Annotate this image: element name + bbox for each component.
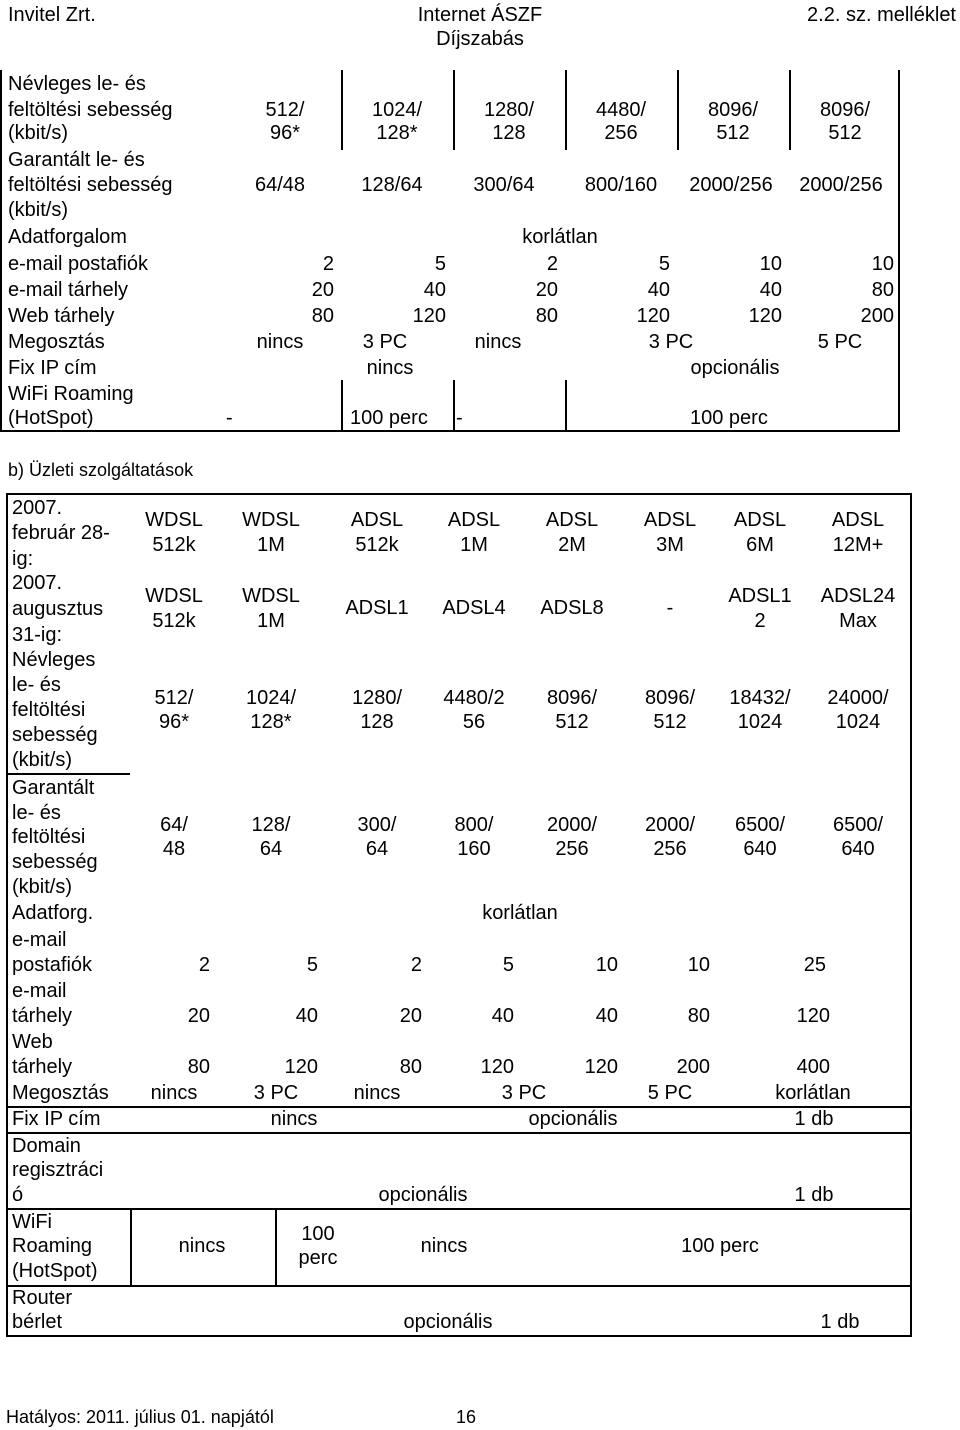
speed-value-b: 1024	[835, 711, 881, 733]
webstore-value-b: 120	[480, 1056, 514, 1078]
guaranteed-label-a: (kbit/s)	[8, 199, 68, 221]
speed-value-a: 512/	[265, 99, 305, 121]
mailstore-value-b: 40	[295, 1005, 318, 1027]
table-b-col-divider	[130, 1208, 132, 1285]
fixip-value-a: nincs	[366, 357, 414, 379]
share-value-b: nincs	[353, 1082, 401, 1104]
webstore-label-b: tárhely	[12, 1056, 73, 1078]
share-value-b: 3 PC	[501, 1082, 547, 1104]
webstore-value-b: 80	[399, 1056, 422, 1078]
company-name: Invitel Zrt.	[8, 4, 96, 26]
fixip-value-b: nincs	[270, 1108, 318, 1130]
mailbox-label-b: e-mail	[12, 929, 67, 951]
wifi-value-a: 100 perc	[690, 407, 768, 429]
wifi-value-b: 100	[301, 1223, 335, 1245]
wifi-value-b: nincs	[178, 1235, 226, 1257]
traffic-value-b: korlátlan	[482, 902, 558, 924]
guaranteed-value-b: 48	[162, 838, 186, 860]
share-value-b: 5 PC	[647, 1082, 693, 1104]
table-a-divider	[453, 70, 455, 150]
mailbox-value-b: 5	[306, 954, 318, 976]
guaranteed-label-a: feltöltési sebesség	[8, 174, 173, 196]
guaranteed-value-b: 6500/	[832, 814, 884, 836]
share-value-a: nincs	[256, 331, 304, 353]
webstore-value-b: 120	[584, 1056, 618, 1078]
guaranteed-value-a: 128/64	[361, 174, 423, 196]
share-label-a: Megosztás	[8, 331, 105, 353]
guaranteed-value-a: 64/48	[254, 174, 306, 196]
mailbox-value-b: 5	[502, 954, 514, 976]
speed-label-b: sebesség	[12, 724, 98, 746]
mailstore-value-b: 20	[399, 1005, 422, 1027]
domain-value: opcionális	[378, 1184, 468, 1206]
table-a-divider	[453, 380, 455, 432]
mailbox-value-b: 2	[198, 954, 210, 976]
speed-value-b: 1024/	[245, 687, 297, 709]
mailbox-value-a: 10	[871, 253, 894, 275]
feb-value: ADSL	[545, 509, 599, 531]
speed-value-b: 128	[360, 711, 394, 733]
aug-value: 2	[754, 610, 766, 632]
router-value: 1 db	[820, 1311, 860, 1333]
mailstore-value-b: 120	[796, 1005, 830, 1027]
speed-value-a: 1280/	[483, 99, 535, 121]
wifi-value-b: nincs	[420, 1235, 468, 1257]
mailstore-value-b: 80	[687, 1005, 710, 1027]
fixip-value-a: opcionális	[690, 357, 780, 379]
mailbox-label-a: e-mail postafiók	[8, 253, 149, 275]
feb-value: 1M	[257, 534, 285, 556]
aug-value: 512k	[152, 610, 196, 632]
guaranteed-value-a: 2000/256	[689, 174, 773, 196]
mailbox-value-b: 25	[803, 954, 826, 976]
mailbox-value-a: 5	[658, 253, 670, 275]
guaranteed-value-a: 2000/256	[799, 174, 883, 196]
domain-label: Domain	[12, 1135, 81, 1157]
table-a-divider	[565, 70, 567, 150]
table-b-label-divider	[6, 773, 130, 775]
speed-value-a: 8096/	[819, 99, 871, 121]
table-a-border-right	[898, 70, 900, 432]
feb-label: 2007.	[12, 497, 63, 519]
webstore-label-a: Web tárhely	[8, 305, 115, 327]
share-value-a: 5 PC	[817, 331, 863, 353]
table-b-row-divider	[6, 1132, 912, 1134]
webstore-value-b: 200	[676, 1056, 710, 1078]
router-label: bérlet	[12, 1311, 63, 1333]
speed-value-b: 512/	[154, 687, 194, 709]
speed-label-a: Névleges le- és	[8, 73, 146, 95]
speed-value-b: 1024	[737, 711, 783, 733]
table-a-divider	[565, 380, 567, 432]
share-value-b: 3 PC	[253, 1082, 299, 1104]
share-value-a: 3 PC	[648, 331, 694, 353]
mailbox-value-a: 2	[546, 253, 558, 275]
mailbox-value-b: 10	[687, 954, 710, 976]
wifi-value-a: -	[226, 407, 233, 429]
guaranteed-value-b: 6500/	[734, 814, 786, 836]
speed-label-a: feltöltési sebesség	[8, 99, 173, 121]
feb-value: ADSL	[733, 509, 787, 531]
speed-value-a: 512	[828, 122, 862, 144]
mailbox-label-b: postafiók	[12, 954, 93, 976]
speed-value-b: 1280/	[351, 687, 403, 709]
feb-value: 512k	[152, 534, 196, 556]
share-label-b: Megosztás	[12, 1082, 109, 1104]
speed-value-b: 8096/	[644, 687, 696, 709]
aug-value: WDSL	[145, 585, 203, 607]
speed-value-b: 18432/	[729, 687, 791, 709]
router-value: opcionális	[403, 1311, 493, 1333]
guaranteed-label-b: Garantált	[12, 777, 95, 799]
mailstore-value-a: 40	[759, 279, 782, 301]
mailstore-value-b: 40	[491, 1005, 514, 1027]
wifi-label-a: WiFi Roaming	[8, 383, 134, 405]
speed-value-a: 1024/	[371, 99, 423, 121]
annex-label: 2.2. sz. melléklet	[807, 4, 956, 26]
speed-value-b: 128*	[250, 711, 292, 733]
aug-value: -	[666, 597, 674, 619]
speed-label-b: feltöltési	[12, 699, 86, 721]
speed-value-b: 4480/2	[443, 687, 505, 709]
speed-value-b: 24000/	[827, 687, 889, 709]
fixip-label-b: Fix IP cím	[12, 1108, 101, 1130]
speed-label-a: (kbit/s)	[8, 122, 68, 144]
guaranteed-value-b: 128/	[251, 814, 291, 836]
mailbox-value-a: 5	[434, 253, 446, 275]
guaranteed-value-b: 300/	[357, 814, 397, 836]
section-b-title: b) Üzleti szolgáltatások	[8, 460, 194, 480]
aug-value: Max	[839, 610, 877, 632]
speed-value-b: 512	[555, 711, 589, 733]
traffic-label-a: Adatforgalom	[8, 226, 127, 248]
share-value-a: nincs	[474, 331, 522, 353]
wifi-value-a: 100 perc	[350, 407, 428, 429]
wifi-label-b: (HotSpot)	[12, 1260, 98, 1282]
effective-date: Hatályos: 2011. július 01. napjától	[6, 1407, 274, 1427]
mailstore-value-b: 40	[595, 1005, 618, 1027]
aug-label: 2007.	[12, 572, 63, 594]
share-value-b: korlátlan	[775, 1082, 851, 1104]
aug-label: augusztus	[12, 598, 104, 620]
mailbox-value-a: 10	[759, 253, 782, 275]
domain-value: 1 db	[794, 1184, 834, 1206]
guaranteed-label-b: le- és	[12, 802, 61, 824]
speed-value-a: 512	[716, 122, 750, 144]
guaranteed-value-b: 64	[365, 838, 389, 860]
speed-value-a: 128	[492, 122, 526, 144]
feb-value: WDSL	[145, 509, 203, 531]
feb-value: 1M	[460, 534, 488, 556]
guaranteed-value-a: 300/64	[473, 174, 535, 196]
guaranteed-label-b: feltöltési	[12, 826, 86, 848]
feb-value: ADSL	[350, 509, 404, 531]
guaranteed-value-b: 64	[259, 838, 283, 860]
traffic-label-b: Adatforg.	[12, 902, 94, 924]
wifi-value-a: -	[456, 407, 463, 429]
mailstore-value-a: 80	[871, 279, 894, 301]
feb-value: 6M	[746, 534, 774, 556]
fixip-value-b: 1 db	[794, 1108, 834, 1130]
mailstore-value-a: 20	[311, 279, 334, 301]
speed-value-b: 512	[653, 711, 687, 733]
wifi-label-b: Roaming	[12, 1235, 93, 1257]
mailstore-label-a: e-mail tárhely	[8, 279, 129, 301]
fixip-label-a: Fix IP cím	[8, 357, 97, 379]
doc-subtitle: Díjszabás	[436, 28, 524, 50]
guaranteed-value-b: 160	[457, 838, 491, 860]
speed-value-b: 8096/	[546, 687, 598, 709]
feb-value: ADSL	[643, 509, 697, 531]
speed-value-a: 8096/	[707, 99, 759, 121]
wifi-value-b: 100 perc	[681, 1235, 759, 1257]
fixip-value-b: opcionális	[528, 1108, 618, 1130]
wifi-label-b: WiFi	[12, 1211, 52, 1233]
table-a-divider	[677, 70, 679, 150]
wifi-label-a: (HotSpot)	[8, 407, 94, 429]
aug-value: 1M	[257, 610, 285, 632]
guaranteed-label-b: sebesség	[12, 851, 98, 873]
feb-value: ADSL	[831, 509, 885, 531]
aug-label: 31-ig:	[12, 624, 63, 646]
guaranteed-value-b: 256	[653, 838, 687, 860]
share-value-b: nincs	[150, 1082, 198, 1104]
table-a-divider	[789, 70, 791, 150]
mailbox-value-b: 2	[410, 954, 422, 976]
mailstore-label-b: tárhely	[12, 1005, 73, 1027]
speed-label-b: Névleges	[12, 649, 96, 671]
guaranteed-value-b: 640	[743, 838, 777, 860]
aug-value: ADSL8	[540, 597, 604, 619]
table-b-border-top	[6, 493, 912, 495]
mailstore-label-b: e-mail	[12, 980, 67, 1002]
webstore-value-b: 80	[187, 1056, 210, 1078]
table-a-divider	[341, 70, 343, 150]
aug-value: ADSL1	[345, 597, 409, 619]
speed-value-a: 96*	[269, 122, 301, 144]
guaranteed-label-b: (kbit/s)	[12, 876, 72, 898]
share-value-a: 3 PC	[362, 331, 408, 353]
feb-value: WDSL	[242, 509, 300, 531]
router-label: Router	[12, 1287, 73, 1309]
table-b-border-bottom	[6, 1335, 912, 1337]
aug-value: ADSL24	[820, 585, 896, 607]
wifi-value-b: perc	[298, 1247, 338, 1269]
table-b-row-divider	[6, 1285, 912, 1287]
feb-label: ig:	[12, 548, 34, 570]
speed-value-b: 96*	[158, 711, 190, 733]
webstore-value-a: 120	[412, 305, 446, 327]
feb-value: 12M+	[832, 534, 884, 556]
guaranteed-value-b: 2000/	[644, 814, 696, 836]
speed-label-b: le- és	[12, 674, 61, 696]
doc-title: Internet ÁSZF	[417, 4, 543, 26]
speed-value-a: 4480/	[595, 99, 647, 121]
webstore-value-a: 200	[860, 305, 894, 327]
mailstore-value-a: 20	[535, 279, 558, 301]
feb-value: 2M	[558, 534, 586, 556]
aug-value: ADSL1	[728, 585, 792, 607]
speed-value-a: 128*	[376, 122, 418, 144]
webstore-value-a: 80	[311, 305, 334, 327]
traffic-value-a: korlátlan	[522, 226, 598, 248]
webstore-label-b: Web	[12, 1031, 53, 1053]
feb-label: február 28-	[12, 522, 110, 544]
aug-value: WDSL	[242, 585, 300, 607]
webstore-value-a: 120	[636, 305, 670, 327]
speed-value-a: 256	[604, 122, 638, 144]
guaranteed-label-a: Garantált le- és	[8, 149, 145, 171]
feb-value: ADSL	[447, 509, 501, 531]
webstore-value-b: 400	[796, 1056, 830, 1078]
speed-label-b: (kbit/s)	[12, 749, 72, 771]
table-a-border-left	[0, 70, 2, 432]
mailstore-value-a: 40	[423, 279, 446, 301]
domain-label: ó	[12, 1184, 24, 1206]
mailstore-value-b: 20	[187, 1005, 210, 1027]
aug-value: ADSL4	[442, 597, 506, 619]
webstore-value-a: 120	[748, 305, 782, 327]
domain-label: regisztráci	[12, 1159, 104, 1181]
mailstore-value-a: 40	[647, 279, 670, 301]
webstore-value-b: 120	[284, 1056, 318, 1078]
table-a-divider	[341, 380, 343, 432]
guaranteed-value-a: 800/160	[584, 174, 658, 196]
mailbox-value-b: 10	[595, 954, 618, 976]
guaranteed-value-b: 256	[555, 838, 589, 860]
webstore-value-a: 80	[535, 305, 558, 327]
speed-value-b: 56	[462, 711, 486, 733]
feb-value: 512k	[355, 534, 399, 556]
table-b-border-left	[6, 493, 8, 1337]
guaranteed-value-b: 2000/	[546, 814, 598, 836]
guaranteed-value-b: 640	[841, 838, 875, 860]
table-b-row-divider	[6, 1208, 912, 1210]
feb-value: 3M	[656, 534, 684, 556]
page-number: 16	[456, 1407, 477, 1427]
table-b-border-right	[910, 493, 912, 1337]
guaranteed-value-b: 800/	[454, 814, 494, 836]
guaranteed-value-b: 64/	[160, 814, 188, 836]
mailbox-value-a: 2	[322, 253, 334, 275]
